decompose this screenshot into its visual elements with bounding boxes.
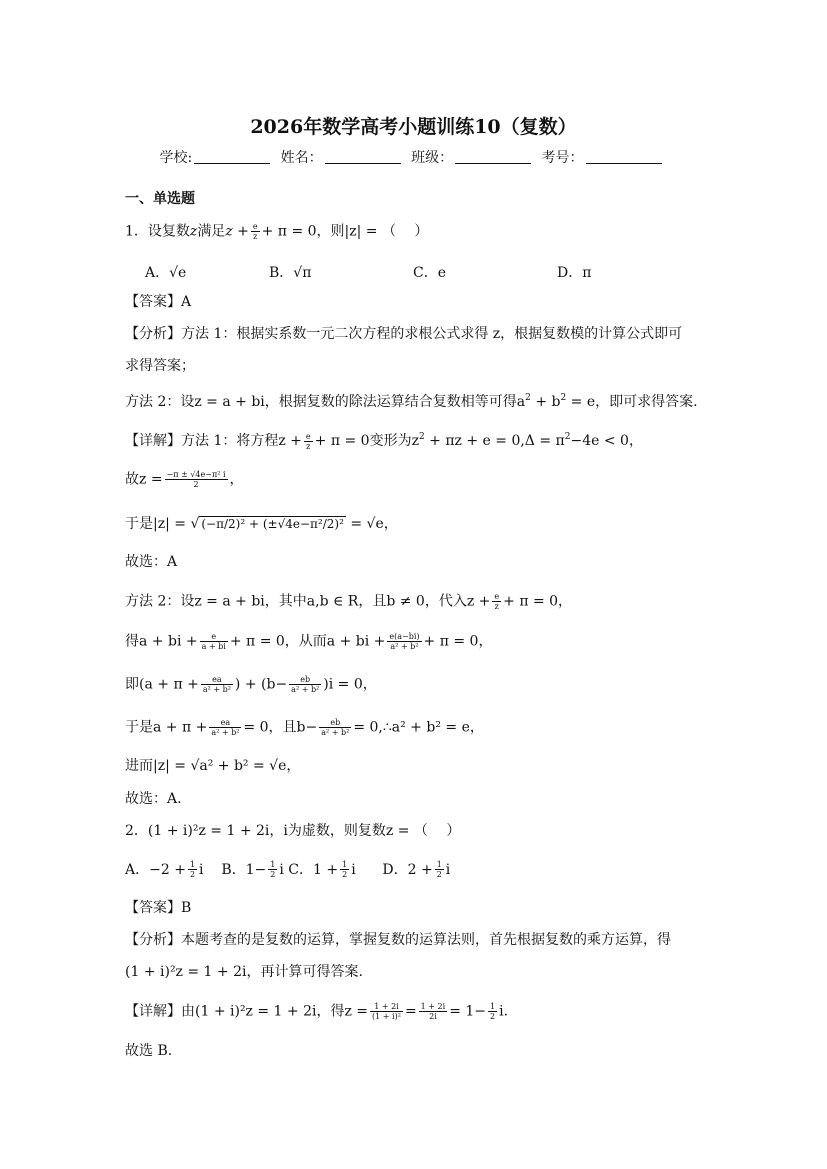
section-heading: 一、单选题: [125, 191, 195, 207]
q2-analysis-line2: (1 + i)²z = 1 + 2i，再计算可得答案.: [125, 964, 363, 980]
q2-options: [125, 860, 450, 879]
q1-stem-frac: $\frac{e}{z}$: [252, 222, 258, 241]
q1-analysis-line2: 求得答案；: [125, 358, 195, 374]
q1-detail-line3: 于是|z| = √ (−π/2)² + (±√4e−π²/2)² = √e，: [125, 516, 398, 532]
name-field[interactable]: [325, 149, 401, 164]
q1-stem-pre: 1．设复数: [125, 223, 190, 240]
q1-method2-line5: 进而|z| = √a² + b² = √e，: [125, 758, 301, 774]
q1-stem-z: z: [189, 223, 198, 240]
q1-option-c[interactable]: C．e: [413, 265, 446, 281]
class-field[interactable]: [455, 149, 531, 164]
q1-stem: [125, 222, 428, 241]
q1-method2-line1: 方法 2：设z = a + bi，其中a,b ∈ R，且b ≠ 0，代入z + $\frac{e}{z}$ + π = 0，: [125, 592, 573, 611]
q2-conclude: 故选 B.: [125, 1043, 173, 1059]
q2-option-d[interactable]: D．2 + $\frac{1}{2}$ i: [382, 860, 451, 879]
q1-conclude-2: 故选：A.: [125, 791, 182, 807]
q1-method2-line4: 于是a + π + $\frac{ea}{\text{a² + b²}}$ = 0，且b− $\frac{eb}{\text{a² + b²}}$ = 0,∴a² + b² = e，: [125, 718, 484, 737]
q2-option-a[interactable]: A．−2 + $\frac{1}{2}$ i: [125, 860, 204, 879]
q1-stem-eq-post: + π = 0，则|z| = （ ）: [261, 223, 429, 240]
q1-answer: 【答案】A: [125, 294, 192, 310]
q2-answer: 【答案】B: [125, 900, 192, 916]
page-title: 2026年数学高考小题训练10（复数）: [250, 116, 577, 138]
q1-conclude-1: 故选：A: [125, 554, 178, 570]
q2-option-c[interactable]: C．1 + $\frac{1}{2}$ i: [288, 860, 356, 879]
q1-analysis-line1: 【分析】方法 1：根据实系数一元二次方程的求根公式求得 z，根据复数模的计算公式即可: [125, 326, 683, 342]
q1-method2-line3: 即(a + π + $\frac{ea}{\text{a² + b²}}$ ) + (b− $\frac{eb}{\text{a² + b²}}$ )i = 0，: [125, 675, 377, 694]
q1-option-b[interactable]: B．√π: [269, 265, 312, 281]
name-label: 姓名：: [280, 150, 323, 166]
q1-option-d[interactable]: D．π: [557, 265, 592, 281]
school-field[interactable]: [194, 149, 270, 164]
q1-analysis-line3: 方法 2：设z = a + bi，根据复数的除法运算结合复数相等可得$a^2 + b^2 = e$，即可求得答案.: [125, 393, 698, 410]
q1-detail-line1: 【详解】方法 1：将方程z + $\frac{e}{z}$ + π = 0变形为$z^2 + \pi z + e = 0,\Delta = \pi^2-4e < 0$，: [125, 431, 643, 451]
q2-detail: 【详解】由(1 + i)²z = 1 + 2i，得z = $\frac{1 + 2i}{\text{(1 + i)²}}$ = $\frac{1 + 2i}{2i}$ = 1− $\frac{1}{2}$ i.: [125, 1002, 509, 1021]
q1-stem-mid: 满足: [197, 223, 226, 240]
q1-detail-line2: 故z = $\frac{\text{−π ± √4e−π² i}}{2}$ ，: [125, 470, 244, 489]
student-info: [0, 147, 827, 167]
q1-option-a[interactable]: A．√e: [145, 265, 187, 281]
q2-analysis-line1: 【分析】本题考查的是复数的运算，掌握复数的运算法则，首先根据复数的乘方运算，得: [125, 932, 671, 948]
exam-no-field[interactable]: [586, 149, 662, 164]
class-label: 班级：: [411, 150, 454, 166]
exam-no-label: 考号：: [541, 150, 584, 166]
q1-stem-eq-pre: z +: [225, 223, 249, 240]
q2-option-b[interactable]: B．1− $\frac{1}{2}$ i: [221, 860, 284, 879]
school-label: 学校:: [159, 150, 193, 166]
q2-stem: 2．(1 + i)²z = 1 + 2i，i为虚数，则复数z = （ ）: [125, 823, 461, 839]
q1-method2-line2: 得a + bi + $\frac{e}{a + bi}$ + π = 0，从而a + bi + $\frac{e(a-bi)}{\text{a² + b²}}$ + π = 0，: [125, 632, 493, 651]
